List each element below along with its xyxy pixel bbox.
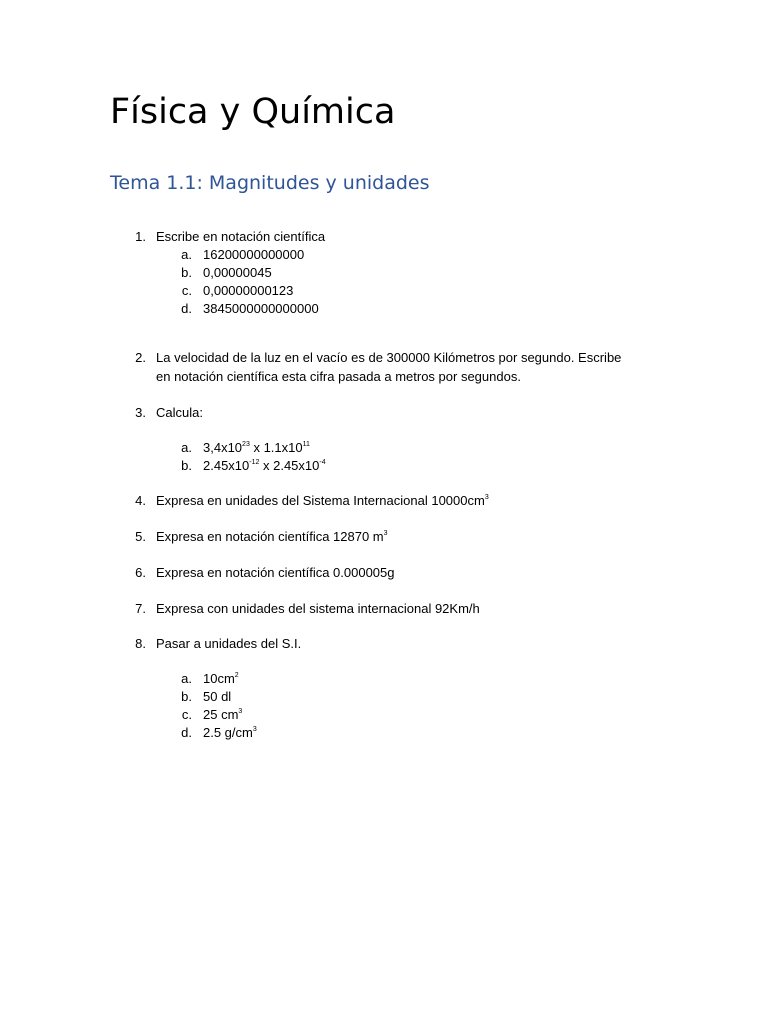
- exercise-text: Pasar a unidades del S.I.: [156, 636, 302, 651]
- exercise-number: 6.: [135, 565, 146, 580]
- item-value: 2.5 g/cm: [203, 725, 253, 740]
- item-text: [203, 724, 257, 742]
- exponent: 23: [242, 441, 250, 448]
- exponent: 3: [484, 494, 489, 501]
- item-letter: b.: [181, 689, 192, 704]
- exponent: 3: [383, 530, 388, 537]
- item-expression: [203, 457, 326, 475]
- item-letter: b.: [181, 265, 192, 280]
- exercise-text-line-1: La velocidad de la luz en el vacío es de 300000 Kilómetros por segundo. Escribe: [156, 350, 622, 365]
- exponent: 3: [238, 708, 243, 715]
- item-text: 50 dl: [203, 689, 232, 704]
- exponent: -4: [319, 459, 326, 466]
- exponent: -12: [249, 459, 260, 466]
- page-subtitle: Tema 1.1: Magnitudes y unidades: [110, 172, 430, 194]
- exponent: 2: [234, 672, 239, 679]
- exercise-number: 4.: [135, 493, 146, 508]
- exercise-text: Calcula:: [156, 405, 203, 420]
- item-letter: c.: [181, 707, 192, 722]
- item-text: [203, 706, 242, 724]
- exercise-text: [156, 492, 489, 510]
- expression-base: 2.45x10: [203, 458, 250, 473]
- item-text: 0,00000000123: [203, 283, 294, 298]
- exercise-number: 2.: [135, 350, 146, 365]
- page-title: Física y Química: [110, 92, 396, 132]
- expression-operand: x 2.45x10: [259, 458, 320, 473]
- exercise-number: 7.: [135, 601, 146, 616]
- item-letter: d.: [181, 301, 192, 316]
- exponent: 11: [302, 441, 310, 448]
- exercise-number: 3.: [135, 405, 146, 420]
- item-letter: a.: [181, 440, 192, 455]
- exercise-text: [156, 528, 388, 546]
- item-text: [203, 670, 239, 688]
- item-value: 10cm: [203, 671, 235, 686]
- item-text: 3845000000000000: [203, 301, 319, 316]
- exercise-number: 5.: [135, 529, 146, 544]
- item-letter: c.: [181, 283, 192, 298]
- item-expression: [203, 439, 310, 457]
- exercise-text-body: Expresa en notación científica 12870 m: [156, 529, 384, 544]
- expression-base: 3,4x10: [203, 440, 243, 455]
- item-value: 25 cm: [203, 707, 239, 722]
- exercise-number: 1.: [135, 229, 146, 244]
- item-text: 0,00000045: [203, 265, 272, 280]
- item-letter: d.: [181, 725, 192, 740]
- exercise-text-body: Expresa en unidades del Sistema Internacional 10000cm: [156, 493, 485, 508]
- exercise-text-line-2: en notación científica esta cifra pasada a metros por segundos.: [156, 369, 521, 384]
- item-letter: a.: [181, 247, 192, 262]
- exercise-number: 8.: [135, 636, 146, 651]
- item-letter: a.: [181, 671, 192, 686]
- expression-operand: x 1.1x10: [249, 440, 303, 455]
- item-text: 16200000000000: [203, 247, 305, 262]
- item-letter: b.: [181, 458, 192, 473]
- exercise-text: Expresa en notación científica 0.000005g: [156, 565, 395, 580]
- exercise-text: Expresa con unidades del sistema internacional 92Km/h: [156, 601, 480, 616]
- exponent: 3: [252, 726, 257, 733]
- exercise-text: Escribe en notación científica: [156, 229, 326, 244]
